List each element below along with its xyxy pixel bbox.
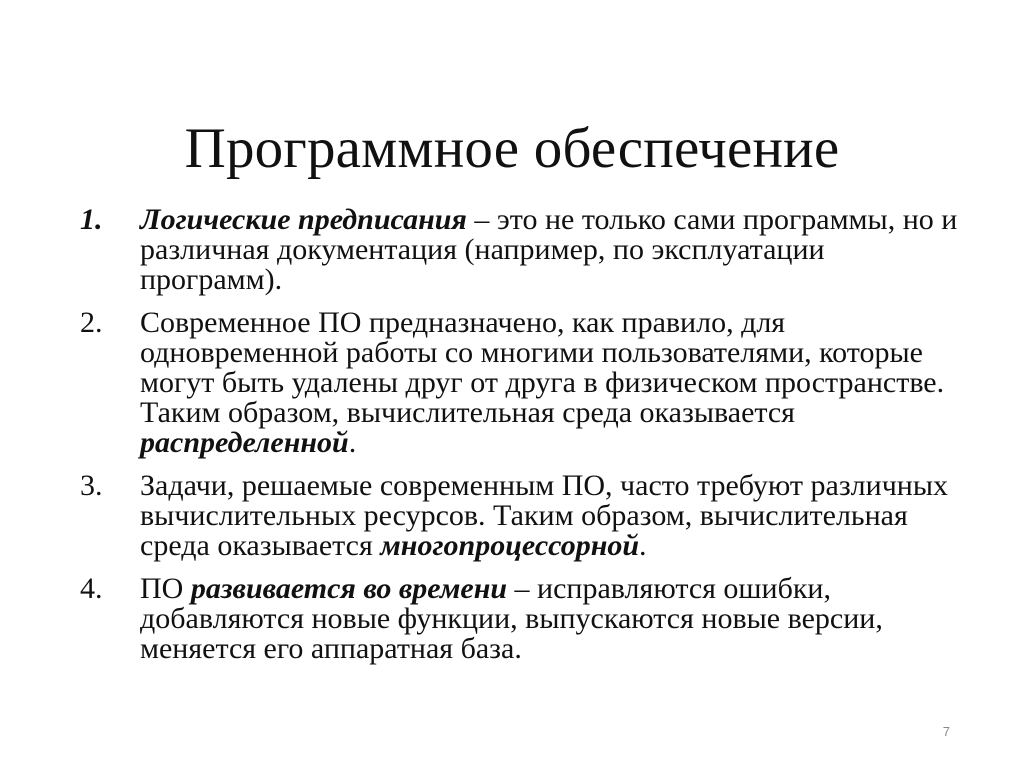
list-text (140, 471, 960, 561)
list-number: 2. (80, 306, 103, 339)
list-number: 4. (80, 572, 103, 605)
text-before: Современное ПО предназначено, как правило, для одновременной работы со многими пользователями, которые могут быть удалены друг от друга в физическом пространстве. Таким образом, вычислительная среда оказывается (140, 306, 945, 429)
list-number: 3. (80, 469, 103, 502)
slide-title: Программное обеспечение (184, 117, 840, 181)
text-before: ПО (140, 572, 191, 605)
emphasis: Логические предписания (140, 203, 467, 236)
list-item-2 (80, 308, 960, 458)
list-number: 1. (80, 203, 103, 236)
list-item-1 (80, 205, 960, 295)
text-after: – исправляются ошибки, добавляются новые функции, выпускаются новые версии, меняется его аппаратная база. (140, 572, 883, 665)
text-after: . (348, 426, 357, 459)
numbered-list (80, 205, 960, 677)
list-text (140, 574, 960, 664)
text-rest: – это не только сами программы, но и различная документация (например, по эксплуатации программ). (140, 203, 958, 296)
list-item-4 (80, 574, 960, 664)
list-text (140, 205, 960, 295)
emphasis: развивается во времени (190, 572, 508, 605)
text-before: Задачи, решаемые современным ПО, часто требуют различных вычислительных ресурсов. Таким образом, вычислительная среда оказывается (140, 469, 949, 562)
emphasis: многопроцессорной (380, 529, 640, 562)
emphasis: распределенной (140, 426, 349, 459)
list-item-3 (80, 471, 960, 561)
list-text (140, 308, 960, 458)
text-after: . (639, 529, 647, 562)
page-number: 7 (942, 724, 950, 739)
